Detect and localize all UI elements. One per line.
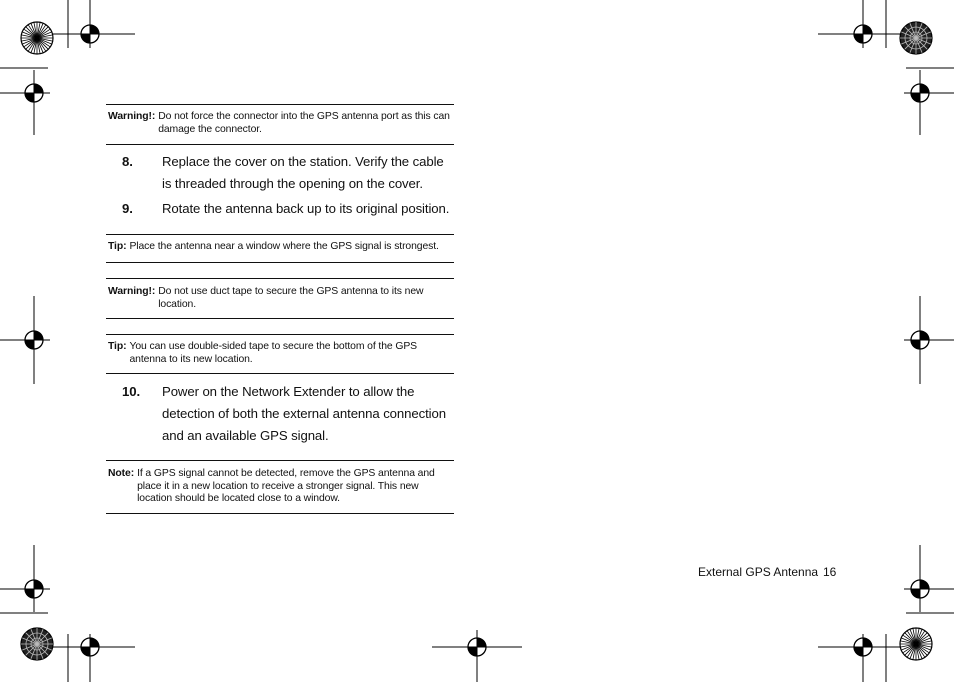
- step-text: Replace the cover on the station. Verify the cable is threaded through the opening on the cover.: [162, 154, 444, 191]
- tip-box-window: [106, 234, 454, 263]
- steps-list-b: [106, 381, 456, 447]
- step-8: [106, 151, 456, 195]
- step-9: [106, 198, 456, 220]
- tip-text: You can use double-sided tape to secure the bottom of the GPS antenna to its new location.: [129, 341, 418, 365]
- warning-text: Do not use duct tape to secure the GPS antenna to its new location.: [158, 286, 424, 310]
- footer-section-title: External GPS Antenna: [698, 565, 819, 579]
- warning-label: Warning!:: [108, 111, 156, 122]
- tip-label: Tip:: [108, 241, 127, 252]
- warning-box-duct-tape: [106, 278, 454, 319]
- step-number: 8.: [122, 154, 133, 169]
- steps-list-a: [106, 151, 456, 220]
- footer-page-number: 16: [823, 565, 837, 579]
- step-text: Power on the Network Extender to allow the detection of both the external antenna connection and an available GPS signal.: [162, 384, 446, 443]
- step-number: 9.: [122, 201, 133, 216]
- step-10: [106, 381, 456, 447]
- step-number: 10.: [122, 384, 141, 399]
- warning-label: Warning!:: [108, 286, 156, 297]
- note-text: If a GPS signal cannot be detected, remove the GPS antenna and place it in a new location to receive a stronger signal. This new location should be located close to a window.: [137, 468, 435, 505]
- warning-box-connector: [106, 104, 454, 145]
- step-text: Rotate the antenna back up to its original position.: [162, 201, 450, 216]
- note-label: Note:: [108, 468, 135, 479]
- note-box-gps-signal: [106, 460, 454, 514]
- tip-label: Tip:: [108, 341, 127, 352]
- tip-text: Place the antenna near a window where the GPS signal is strongest.: [129, 241, 439, 252]
- warning-text: Do not force the connector into the GPS antenna port as this can damage the connector.: [158, 111, 450, 135]
- tip-box-double-sided-tape: [106, 334, 454, 374]
